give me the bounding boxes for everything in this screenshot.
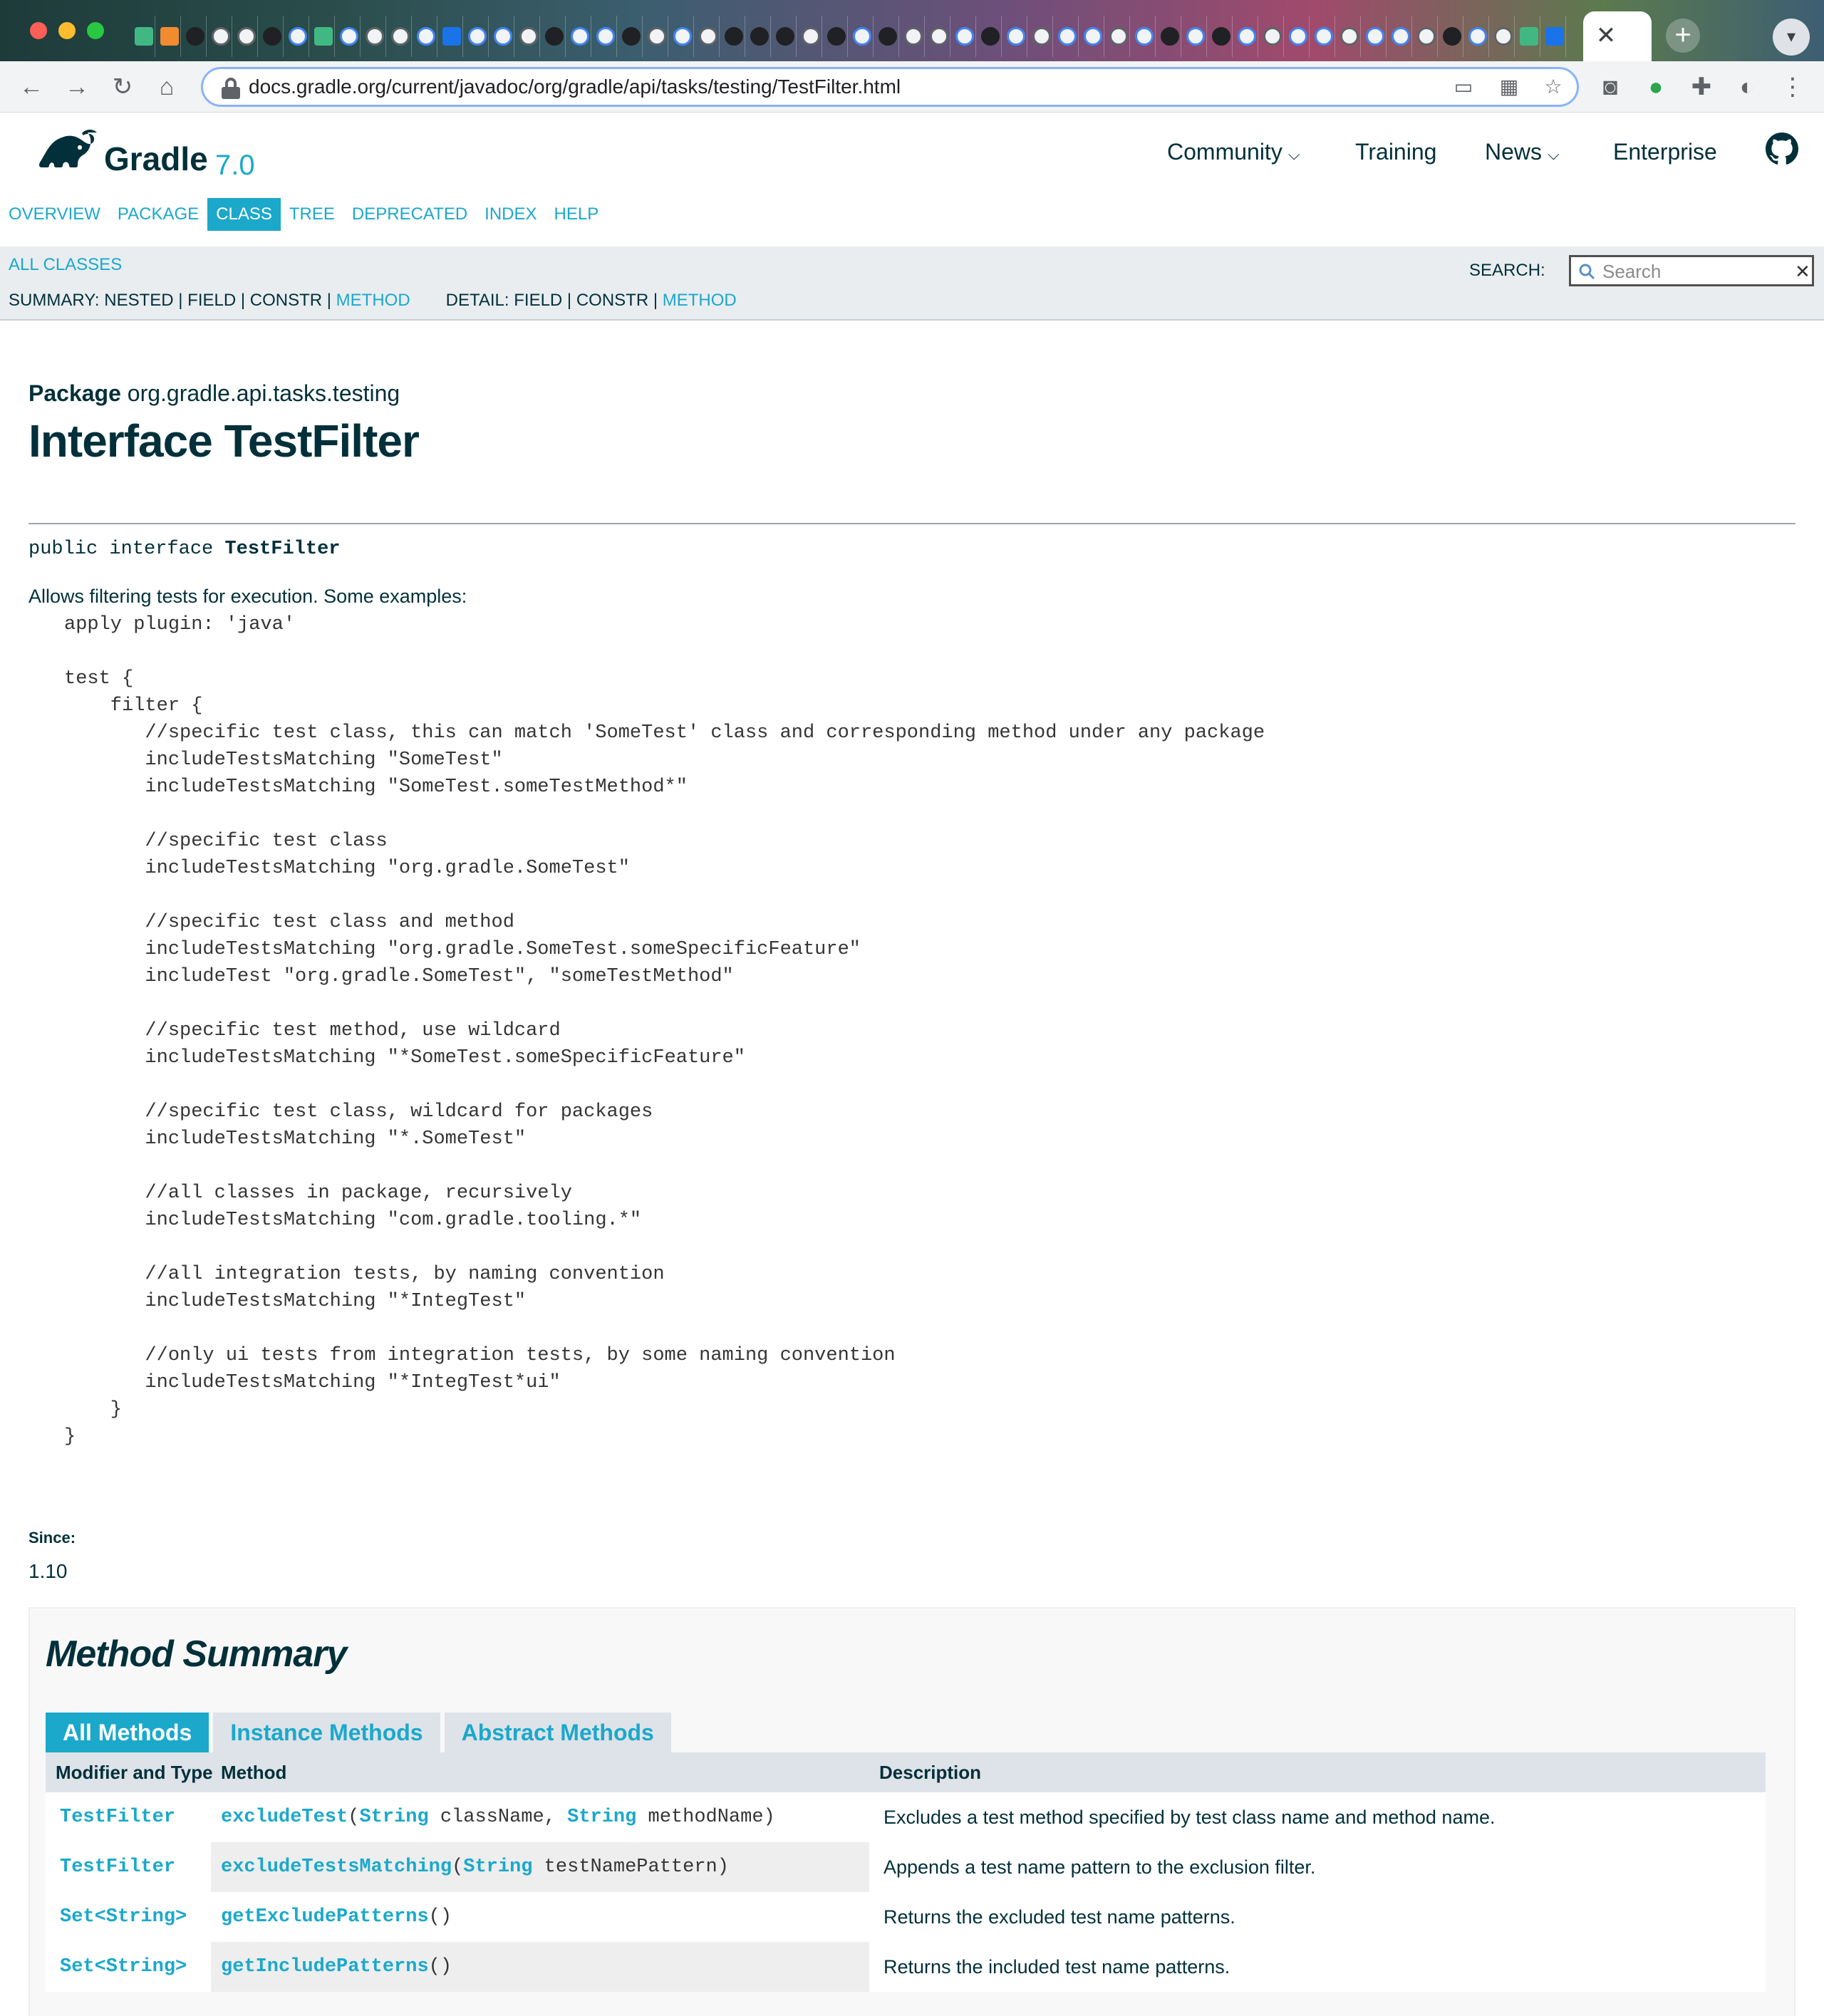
gradle-wordmark[interactable]: Gradle [104, 140, 208, 177]
browser-tab[interactable] [543, 16, 566, 57]
favicon-icon [955, 27, 974, 46]
favicon-icon [648, 27, 666, 46]
favicon-icon [1032, 27, 1051, 46]
menu-kebab-icon[interactable]: ⋮ [1781, 73, 1805, 100]
interface-signature [28, 539, 340, 560]
favicon-icon [1392, 27, 1410, 46]
favicon-icon [1161, 27, 1179, 46]
method-rows [46, 1792, 1766, 1992]
chevron-down-icon: ⌵ [1287, 145, 1300, 163]
new-tab-button[interactable]: + [1666, 19, 1700, 53]
detail-prefix: DETAIL: FIELD | CONSTR | [445, 291, 663, 310]
browser-tab[interactable] [1543, 16, 1566, 57]
package-label: Package [28, 380, 121, 406]
camera-icon[interactable]: ◙ [1602, 73, 1618, 100]
javadoc-nav-package[interactable]: PACKAGE [117, 204, 200, 224]
param-name: className, [428, 1807, 568, 1828]
browser-tab[interactable] [953, 16, 976, 57]
method-return-type-link[interactable]: Set<String> [46, 1892, 211, 1942]
forward-arrow-icon[interactable]: → [65, 73, 89, 100]
lock-icon[interactable] [222, 78, 240, 99]
table-row [46, 1892, 1766, 1942]
browser-tab[interactable] [1338, 16, 1361, 57]
browser-tab[interactable] [671, 16, 694, 57]
browser-tab[interactable] [876, 16, 899, 57]
gradle-elephant-logo-icon[interactable] [37, 128, 105, 178]
favicon-icon [366, 27, 384, 46]
browser-tab-strip [0, 0, 1824, 61]
favicon-icon [519, 27, 538, 46]
favicon-icon [1263, 27, 1282, 46]
favicon-icon [1417, 27, 1436, 46]
browser-tab[interactable] [209, 16, 232, 57]
table-row [46, 1942, 1766, 1992]
browser-tab[interactable] [1030, 16, 1053, 57]
class-description: Allows filtering tests for execution. Some examples: [28, 586, 467, 607]
bookmark-star-icon[interactable]: ☆ [1544, 76, 1563, 98]
method-tabs [46, 1713, 671, 1752]
favicon-icon [853, 27, 871, 46]
method-return-type-link[interactable]: Set<String> [46, 1942, 211, 1992]
browser-tab[interactable] [1235, 16, 1258, 57]
favicon-icon [186, 27, 204, 46]
favicon-icon [879, 27, 897, 46]
param-type-link[interactable]: String [359, 1807, 429, 1828]
search-box[interactable] [1569, 255, 1814, 286]
favicon-icon [1238, 27, 1256, 46]
browser-tab[interactable] [1364, 16, 1387, 57]
browser-tab[interactable] [902, 16, 925, 57]
favicon-icon [314, 27, 333, 46]
browser-tab[interactable] [774, 16, 797, 57]
method-name-link[interactable]: excludeTestsMatching [221, 1856, 452, 1878]
javadoc-nav-tree[interactable]: TREE [289, 204, 335, 224]
favicon-icon [1520, 27, 1538, 46]
method-table [46, 1752, 1766, 1992]
site-header [0, 113, 1824, 241]
favicon-icon [1084, 27, 1102, 46]
tab-search-icon[interactable]: ▾ [1773, 19, 1810, 56]
favicon-icon [468, 27, 487, 46]
javadoc-sub-nav [0, 246, 1824, 321]
summary-detail-nav [9, 291, 737, 311]
param-name: testNamePattern [532, 1856, 717, 1878]
browser-tab[interactable] [363, 16, 386, 57]
maximize-window-button[interactable] [87, 22, 104, 39]
browser-tab[interactable] [620, 16, 643, 57]
browser-tab[interactable] [389, 16, 412, 57]
minimize-window-button[interactable] [58, 22, 76, 39]
favicon-icon [802, 27, 820, 46]
javadoc-nav-deprecated[interactable]: DEPRECATED [351, 204, 468, 224]
pinned-tabs [133, 16, 1579, 57]
favicon-icon [1212, 27, 1230, 46]
method-signature: excludeTestsMatching(String testNamePattern) [211, 1842, 869, 1892]
favicon-icon [160, 27, 179, 46]
browser-tab[interactable] [748, 16, 771, 57]
browser-tab[interactable] [1389, 16, 1412, 57]
favicon-icon [1340, 27, 1359, 46]
favicon-icon [571, 27, 589, 46]
favicon-icon [417, 27, 435, 46]
method-signature: getExcludePatterns() [211, 1892, 869, 1942]
detail-method-link[interactable]: METHOD [662, 291, 737, 310]
javadoc-nav-overview[interactable]: OVERVIEW [9, 204, 100, 224]
browser-tab[interactable] [1492, 16, 1515, 57]
browser-tab[interactable] [261, 16, 284, 57]
method-description: Appends a test name pattern to the exclusion filter. [869, 1842, 1766, 1892]
favicon-icon [827, 27, 846, 46]
favicon-icon [1545, 27, 1564, 46]
header-modifier-type: Modifier and Type [56, 1762, 213, 1783]
javadoc-top-nav [0, 198, 607, 235]
home-icon[interactable]: ⌂ [159, 73, 175, 100]
method-name-link[interactable]: excludeTest [221, 1807, 348, 1828]
browser-tab[interactable] [492, 16, 514, 57]
favicon-icon [1058, 27, 1077, 46]
browser-tab[interactable] [1107, 16, 1130, 57]
favicon-icon [776, 27, 794, 46]
method-description: Returns the included test name patterns. [869, 1942, 1766, 1992]
favicon-icon [750, 27, 769, 46]
browser-tab[interactable] [184, 16, 207, 57]
code-example: apply plugin: 'java' test { filter { //specific test class, this can match 'SomeTest' class and corresponding method under any package includeTestsMatching "SomeTest" includeTestsMatching "SomeTest.someTestMethod*" //specific test class includeTestsMatching "org.gradle.SomeTest" //specific test class and method includeTestsMatching "org.gradle.SomeTest.someSpecificFeature" includeTest "org.gradle.SomeTest", "someTestMethod" //specific test method, use wildcard includeTestsMatching "*SomeTest.someSpecificFeature" //specific test class, wildcard for packages includeTestsMatching "*.SomeTest" //all classes in package, recursively includeTestsMatching "com.gradle.tooling.*" //all integration tests, by naming convention includeTestsMatching "*IntegTest" //only ui tests from integration tests, by some naming convention includeTestsMatching "*IntegTest*ui" } } [64, 614, 1265, 1448]
browser-tab[interactable] [440, 16, 463, 57]
tab-instance-methods[interactable]: Instance Methods [213, 1713, 440, 1752]
browser-tab[interactable] [286, 16, 309, 57]
header-description: Description [879, 1762, 982, 1783]
browser-tab[interactable] [799, 16, 822, 57]
method-name-link[interactable]: getExcludePatterns [221, 1906, 429, 1928]
favicon-icon [1315, 27, 1333, 46]
method-return-type-link[interactable]: TestFilter [46, 1792, 211, 1842]
tab-all-methods[interactable]: All Methods [46, 1713, 209, 1752]
back-arrow-icon[interactable]: ← [19, 73, 43, 100]
header-method: Method [221, 1762, 287, 1783]
favicon-icon [673, 27, 692, 46]
favicon-icon [340, 27, 358, 46]
javadoc-nav-class[interactable]: CLASS [207, 198, 281, 231]
favicon-icon [622, 27, 641, 46]
nav-enterprise[interactable]: Enterprise [1613, 139, 1717, 165]
browser-tab[interactable] [466, 16, 489, 57]
browser-tab[interactable] [1184, 16, 1207, 57]
param-type-link[interactable]: String [567, 1807, 637, 1828]
close-window-button[interactable] [30, 22, 47, 39]
javadoc-nav-index[interactable]: INDEX [484, 204, 537, 224]
favicon-icon [263, 27, 281, 46]
browser-tab[interactable] [1159, 16, 1181, 57]
browser-tab[interactable] [851, 16, 874, 57]
browser-tab[interactable] [697, 16, 720, 57]
chevron-down-icon: ⌵ [1548, 145, 1560, 163]
favicon-icon [1007, 27, 1025, 46]
divider [28, 523, 1796, 524]
since-label: Since: [28, 1529, 76, 1547]
signature-name: TestFilter [224, 539, 341, 560]
favicon-icon [135, 27, 153, 46]
favicon-icon [1366, 27, 1384, 46]
browser-tab[interactable] [1287, 16, 1310, 57]
favicon-icon [930, 27, 948, 46]
favicon-icon [289, 27, 307, 46]
since-value: 1.10 [28, 1560, 68, 1582]
browser-tab[interactable] [928, 16, 950, 57]
browser-tab[interactable] [1133, 16, 1156, 57]
signature-prefix: public interface [28, 539, 225, 560]
favicon-icon [699, 27, 717, 46]
favicon-icon [494, 27, 512, 46]
table-row [46, 1792, 1766, 1842]
method-return-type-link[interactable]: TestFilter [46, 1842, 211, 1892]
github-icon[interactable] [1766, 133, 1798, 165]
browser-tab[interactable] [415, 16, 437, 57]
favicon-icon [545, 27, 564, 46]
favicon-icon [442, 27, 461, 46]
method-summary [28, 1607, 1796, 2016]
browser-tab[interactable] [1415, 16, 1438, 57]
table-row [46, 1842, 1766, 1892]
favicon-icon [1494, 27, 1513, 46]
favicon-icon [237, 27, 256, 46]
browser-tab[interactable] [235, 16, 258, 57]
favicon-icon [596, 27, 615, 46]
browser-tab[interactable] [1056, 16, 1079, 57]
browser-tab[interactable] [1466, 16, 1489, 57]
qr-code-icon[interactable]: ▦ [1499, 76, 1519, 98]
param-name: methodName [636, 1807, 764, 1828]
search-label: SEARCH: [1469, 261, 1545, 280]
browser-tab[interactable] [133, 16, 155, 57]
method-signature: getIncludePatterns() [211, 1942, 869, 1992]
favicon-icon [725, 27, 743, 46]
browser-tab[interactable] [569, 16, 591, 57]
favicon-icon [981, 27, 1000, 46]
method-name-link[interactable]: getIncludePatterns [221, 1956, 429, 1978]
browser-tab[interactable] [517, 16, 540, 57]
browser-tab[interactable] [979, 16, 1002, 57]
browser-tab[interactable] [1005, 16, 1027, 57]
close-tab-icon[interactable]: ✕ [1595, 22, 1617, 49]
browser-toolbar [0, 61, 1824, 113]
browser-tab[interactable] [1312, 16, 1335, 57]
page-title: Interface TestFilter [28, 415, 419, 467]
browser-tab[interactable] [1518, 16, 1540, 57]
package-line [28, 380, 400, 407]
profile-icon[interactable]: ◐ [1739, 73, 1755, 100]
browser-tab[interactable] [594, 16, 617, 57]
method-description: Excludes a test method specified by test class name and method name. [869, 1792, 1766, 1842]
evernote-icon[interactable]: ● [1648, 73, 1664, 100]
address-bar[interactable] [201, 67, 1579, 107]
favicon-icon [1109, 27, 1128, 46]
favicon-icon [904, 27, 923, 46]
browser-tab[interactable] [722, 16, 745, 57]
summary-method-link[interactable]: METHOD [336, 291, 410, 310]
browser-tab[interactable] [825, 16, 848, 57]
search-reset-icon[interactable]: ✕ [1795, 261, 1810, 282]
method-description: Returns the excluded test name patterns. [869, 1892, 1766, 1942]
reload-icon[interactable]: ↻ [112, 73, 133, 100]
favicon-icon [391, 27, 410, 46]
favicon-icon [212, 27, 230, 46]
cast-icon[interactable]: ▭ [1454, 76, 1473, 98]
browser-tab[interactable] [312, 16, 335, 57]
favicon-icon [1135, 27, 1154, 46]
browser-tab[interactable] [646, 16, 668, 57]
extensions-puzzle-icon[interactable]: ✚ [1691, 73, 1712, 100]
package-name: org.gradle.api.tasks.testing [127, 380, 400, 406]
method-summary-title: Method Summary [46, 1633, 347, 1675]
browser-tab[interactable] [158, 16, 181, 57]
method-signature: excludeTest(String className, String methodName) [211, 1792, 869, 1842]
javadoc-nav-help[interactable]: HELP [554, 204, 599, 224]
tab-abstract-methods[interactable]: Abstract Methods [445, 1713, 671, 1752]
favicon-icon [1443, 27, 1461, 46]
nav-community[interactable]: Community ⌵ [1167, 139, 1300, 165]
method-table-header [46, 1752, 1766, 1792]
browser-tab[interactable] [1261, 16, 1284, 57]
favicon-icon [1186, 27, 1205, 46]
nav-news[interactable]: News ⌵ [1485, 139, 1560, 165]
url-text[interactable]: docs.gradle.org/current/javadoc/org/gradle/api/tasks/testing/TestFilter.html [249, 76, 901, 98]
param-type-link[interactable]: String [463, 1856, 533, 1878]
browser-tab[interactable] [338, 16, 361, 57]
favicon-icon [1468, 27, 1487, 46]
browser-tab[interactable] [1441, 16, 1463, 57]
browser-tab[interactable] [1210, 16, 1233, 57]
search-icon [1578, 263, 1595, 280]
gradle-version: 7.0 [215, 150, 255, 181]
browser-tab[interactable] [1082, 16, 1104, 57]
favicon-icon [1289, 27, 1307, 46]
summary-prefix: SUMMARY: NESTED | FIELD | CONSTR | [9, 291, 336, 310]
all-classes-link[interactable]: ALL CLASSES [9, 255, 123, 274]
search-input[interactable] [1602, 260, 1788, 283]
nav-training[interactable]: Training [1355, 139, 1437, 165]
